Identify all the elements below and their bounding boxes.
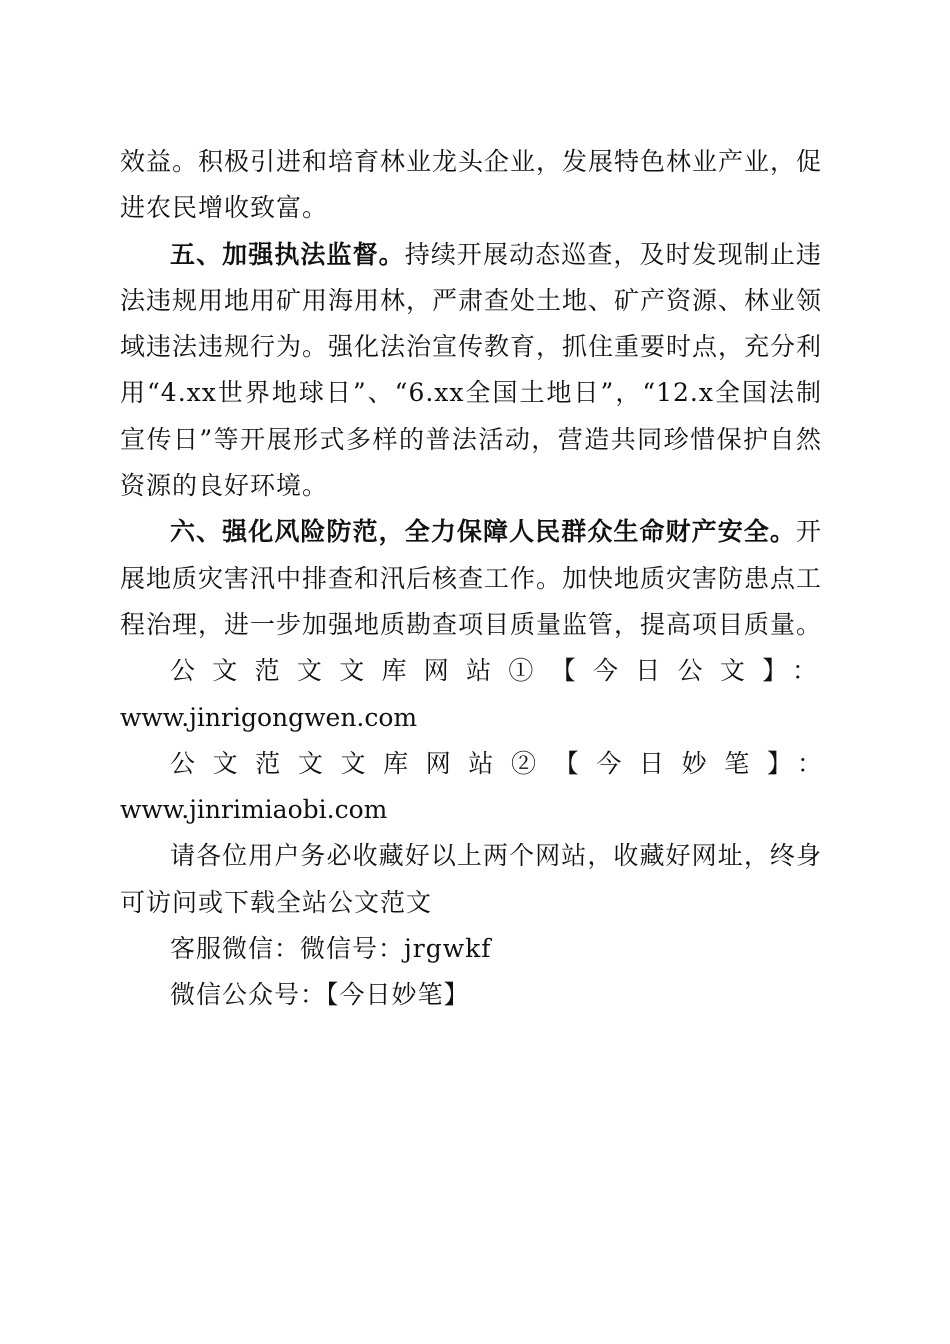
site-one-url: www.jinrigongwen.com (120, 702, 418, 732)
site-two-line: 公文范文文库网站②【今日妙笔】：www.jinrimiaobi.com (120, 748, 822, 825)
paragraph-continuation: 效益。积极引进和培育林业龙头企业，发展特色林业产业，促进农民增收致富。 (120, 147, 823, 223)
wechat-official-account: 微信公众号：【今日妙笔】 (170, 980, 470, 1010)
customer-service-wechat: 客服微信：微信号：jrgwkf (170, 934, 492, 964)
paragraph-enforcement-text: 持续开展动态巡查，及时发现制止违法违规用地用矿用海用林，严肃查处土地、矿产资源、林业领域违法违规行为。强化法治宣传教育，抓住重要时点，充分利用“4.xx世界地球日”、“6.xx全国土地日”，“12.x全国法制宣传日”等开展形式多样的普法活动，营造共同珍惜保护自然资源的良好环境。 (120, 239, 823, 501)
document-body (120, 139, 822, 1019)
section-heading-five: 五、加强执法监督。 (170, 239, 405, 269)
site-one-label: 公文范文文库网站①【今日公文】： (170, 656, 822, 686)
paragraph-risk-prevention (120, 509, 822, 648)
bookmark-notice: 请各位用户务必收藏好以上两个网站，收藏好网址，终身可访问或下载全站公文范文 (120, 841, 822, 917)
paragraph-risk-prevention-text: 开展地质灾害汛中排查和汛后核查工作。加快地质灾害防患点工程治理，进一步加强地质勘查项目质量监管，提高项目质量。 (120, 517, 823, 639)
paragraph-enforcement (120, 232, 822, 510)
section-heading-six: 六、强化风险防范，全力保障人民群众生命财产安全。 (170, 517, 796, 547)
